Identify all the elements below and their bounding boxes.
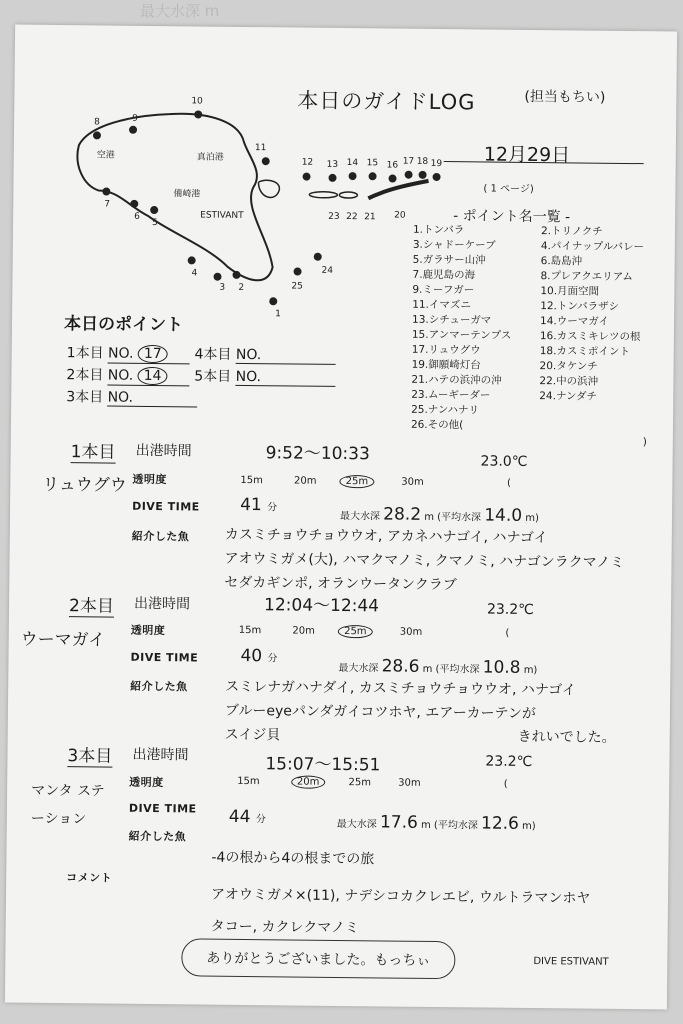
map-point-11: 11: [254, 143, 267, 154]
map-dot: [188, 256, 196, 264]
comment-text: アオウミガメ×(11), ナデシコカクレエビ, ウルトラマンホヤ タコー, カクレクマノミ: [210, 886, 591, 937]
dive3-point: マンタ ステーション: [30, 782, 105, 828]
dive3-vis-label: 透明度: [129, 775, 164, 790]
map-dot: [102, 187, 110, 195]
map-label-airport: 空港: [96, 150, 115, 161]
map-dot: [262, 157, 270, 165]
point-list-right: 2.トリノクチ 4.パイナップルバレー 6.島島沖 8.プレアクエリアム 10.月面空間 12.トンバラザシ 14.ウーマガイ 16.カスミキレツの根 18.カスミポイント 20.タケンチ 22.中の浜沖 24.ナンダチ: [539, 225, 645, 403]
map-point-7: 7: [104, 199, 111, 210]
map-dot: [303, 173, 311, 181]
map-point-9: 9: [132, 113, 138, 124]
today-row-2: 2本目 NO. 14 5本目 NO.: [66, 364, 335, 388]
map-dot: [232, 271, 240, 279]
dive3-time: 15:07〜15:51: [265, 754, 381, 776]
map-point-25: 25: [291, 281, 303, 292]
map-dot: [369, 172, 377, 180]
point-list-left: 1.トンバラ 3.シャドーケーブ 5.ガラサー山沖 7.鹿児島の海 9.ミーフガー 11.イマズニ 13.シチューガマ 15.アンマーテンプス 17.リュウグウ 19.御願崎灯台 21.ハテの浜沖の沖 23.ムーギーダー 25.ナンハナリ 26.その他(: [410, 223, 512, 432]
dive3-fish: -4の根から4の根までの旅: [211, 849, 375, 868]
map-point-10: 10: [191, 96, 203, 107]
log-title: 本日のガイドLOG: [297, 88, 476, 115]
map-dot: [349, 172, 357, 180]
map-point-6: 6: [134, 211, 140, 222]
dive2-temp: 23.2℃: [486, 601, 535, 619]
log-date: 12月29日: [483, 143, 571, 167]
map-point-13: 13: [326, 159, 339, 170]
dive3-divetime: 44 分: [228, 806, 266, 828]
map-point-22: 22: [346, 212, 358, 223]
dive3-number: 3本目: [67, 746, 113, 767]
map-dot: [130, 200, 138, 208]
dive3-temp: 23.2℃: [485, 753, 533, 771]
dive3-depart-label: 出港時間: [132, 746, 189, 764]
dive2-divetime-label: DIVE TIME: [130, 650, 199, 665]
map-point-4: 4: [191, 268, 198, 279]
map-dot: [194, 110, 202, 118]
island-map: [67, 95, 443, 329]
dive2-divetime: 40 分: [240, 645, 278, 667]
dive1-temp: 23.0℃: [480, 453, 528, 470]
dive1-vis-options: 15m 20m 25m 30m (: [240, 474, 511, 489]
dive3-depth: 最大水深 17.6 m (平均水深 12.6 m): [336, 812, 536, 834]
map-point-16: 16: [386, 160, 399, 171]
dive2-fish-note: きれいでした。: [517, 728, 616, 746]
map-point-20: 20: [394, 210, 406, 221]
dive3-divetime-label: DIVE TIME: [128, 801, 197, 816]
map-point-3: 3: [219, 282, 226, 293]
today-points-title: 本日のポイント: [63, 314, 184, 336]
page-number: ( 1 ページ): [483, 183, 534, 196]
dive1-divetime-label: DIVE TIME: [132, 499, 200, 514]
dive2-number: 2本目: [68, 596, 114, 617]
dive1-time: 9:52〜10:33: [265, 443, 370, 465]
map-dot: [389, 174, 397, 182]
map-point-14: 14: [346, 158, 359, 169]
map-dot: [405, 171, 413, 179]
today-row-3: 3本目 NO.: [66, 386, 198, 407]
dive-log-sheet: [5, 25, 677, 1010]
dive2-depart-label: 出港時間: [133, 595, 191, 613]
map-dot: [433, 173, 441, 181]
dive1-divetime: 41 分: [240, 494, 278, 516]
dive1-vis-label: 透明度: [132, 472, 167, 487]
map-dot: [93, 131, 101, 139]
thanks-message: ありがとうございました。もっちぃ: [181, 938, 455, 979]
dive1-depart-label: 出港時間: [135, 442, 192, 460]
map-dot: [269, 297, 277, 305]
comment-label: コメント: [66, 871, 113, 885]
map-point-17: 17: [402, 156, 415, 167]
dive2-time: 12:04〜12:44: [263, 595, 380, 617]
map-label-port: 真泊港: [196, 152, 224, 163]
map-point-18: 18: [416, 156, 429, 167]
map-dot: [213, 273, 221, 281]
map-point-23: 23: [328, 211, 340, 222]
map-point-12: 12: [301, 157, 314, 168]
shop-name: DIVE ESTIVANT: [533, 956, 609, 968]
dive1-depth: 最大水深 28.2 m (平均水深 14.0 m): [339, 504, 540, 526]
point-list-title: - ポイント名一覧 -: [453, 208, 571, 226]
map-point-21: 21: [364, 212, 376, 223]
dive2-fish: スミレナガハナダイ, カスミチョウチョウウオ, ハナゴイ ブルーeyeパンダガイコツホヤ, エアーカーテンが スイジ貝: [224, 678, 577, 744]
island-map-svg: [67, 95, 439, 329]
dive2-vis-label: 透明度: [130, 623, 166, 638]
map-point-24: 24: [321, 265, 334, 276]
map-dot: [314, 253, 322, 261]
dive2-point: ウーマガイ: [20, 629, 106, 651]
map-dot: [329, 174, 337, 182]
dive3-vis-options: 15m 20m 25m 30m (: [237, 775, 508, 790]
dive1-number: 1本目: [70, 442, 116, 463]
dive2-depth: 最大水深 28.6 m (平均水深 10.8 m): [338, 656, 538, 678]
map-dot: [129, 126, 137, 134]
dive1-fish: カスミチョウチョウウオ, アカネハナゴイ, ハナゴイ アオウミガメ(大), ハマクマノミ, クマノミ, ハナゴンラクマノミ セダカギンポ, オランウータンクラブ: [224, 526, 625, 594]
map-label-port2: 備崎港: [173, 189, 201, 200]
dive1-point: リュウグウ: [42, 474, 127, 496]
today-row-1: 1本目 NO. 17 4本目 NO.: [67, 342, 336, 366]
map-dot: [419, 171, 427, 179]
dive2-vis-options: 15m 20m 25m 30m (: [238, 624, 510, 639]
map-point-8: 8: [94, 117, 100, 128]
dive1-fish-label: 紹介した魚: [131, 529, 190, 544]
map-label-estivant: ESTIVANT: [200, 210, 244, 221]
dive2-fish-label: 紹介した魚: [130, 679, 188, 694]
map-dot: [150, 206, 158, 214]
map-point-5: 5: [152, 218, 158, 229]
map-point-15: 15: [366, 158, 379, 169]
map-point-19: 19: [430, 158, 443, 170]
background-header-text: 最大水深 m: [140, 2, 220, 20]
guide-name: (担当もちい): [524, 88, 606, 106]
point-list-close: ): [642, 436, 647, 449]
map-point-2: 2: [238, 282, 245, 293]
map-point-1: 1: [275, 309, 281, 320]
map-dot: [294, 267, 302, 275]
dive3-fish-label: 紹介した魚: [128, 829, 187, 844]
